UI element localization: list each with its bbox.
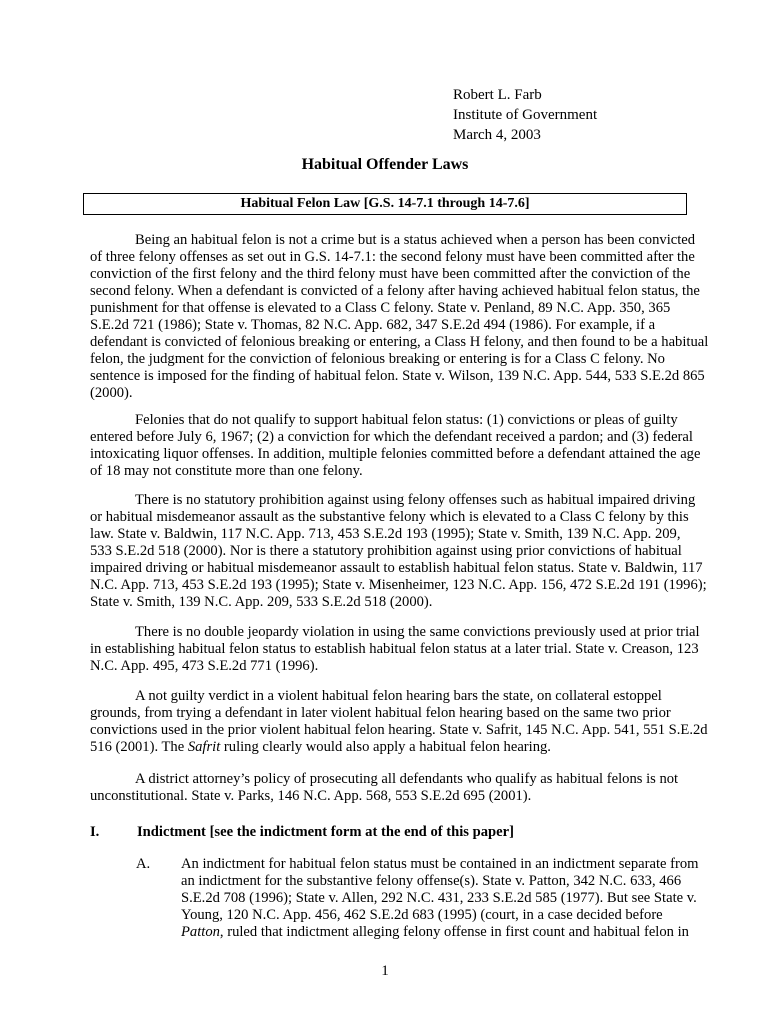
paragraph-line: second felony. When a defendant is convicted of a felony after having achieved habitual felon status, the <box>90 283 700 299</box>
author-name: Robert L. Farb <box>453 87 542 103</box>
paragraph-line: or habitual misdemeanor assault as the substantive felony which is elevated to a Class C felony by this <box>90 509 689 525</box>
paragraph-6 <box>90 771 682 805</box>
subsection-letter: A. <box>136 856 151 872</box>
paragraph-line: in establishing habitual felon status to establish habitual felon status at a later trial. State v. Creason, 123 <box>90 641 699 657</box>
paragraph-4 <box>90 624 700 675</box>
paragraph-line: punishment for that offense is elevated to a Class C felony. State v. Penland, 89 N.C. App. 350, 365 <box>90 300 671 316</box>
author-organization: Institute of Government <box>453 107 598 123</box>
paragraph-line: A district attorney’s policy of prosecuting all defendants who qualify as habitual felons is not <box>135 771 679 787</box>
paragraph-line: Felonies that do not qualify to support habitual felon status: (1) convictions or pleas of guilty <box>135 412 678 428</box>
paragraph-line: unconstitutional. State v. Parks, 146 N.C. App. 568, 553 S.E.2d 695 (2001). <box>90 788 532 804</box>
author-block <box>453 85 597 145</box>
subsection-line: Patton, ruled that indictment alleging felony offense in first count and habitual felon in <box>181 924 689 940</box>
paragraph-line: conviction of the first felony and the third felony must have been committed after the conviction of the <box>90 266 691 282</box>
paragraph-line: entered before July 6, 1967; (2) a conviction for which the defendant received a pardon; and (3) federal <box>90 429 693 445</box>
paragraph-line: (2000). <box>90 385 133 401</box>
subsection-line: Young, 120 N.C. App. 456, 462 S.E.2d 683 (1995) (court, in a case decided before <box>181 907 663 923</box>
paragraph-line: Being an habitual felon is not a crime but is a status achieved when a person has been convicted <box>135 232 696 248</box>
paragraph-line: of 18 may not constitute more than one felony. <box>90 463 363 479</box>
paragraph-line: intoxicating liquor offenses. In addition, multiple felonies committed before a defendant attained the age <box>90 446 701 462</box>
paragraph-line: impaired driving or habitual misdemeanor assault to establish habitual felon status. State v. Baldwin, 117 <box>90 560 703 576</box>
paragraph-line: N.C. App. 495, 473 S.E.2d 771 (1996). <box>90 658 319 674</box>
subsection-line: An indictment for habitual felon status must be contained in an indictment separate from <box>181 856 699 872</box>
paragraph-line: sentence is imposed for the finding of habitual felon. State v. Wilson, 139 N.C. App. 544, 533 S.E.2d 865 <box>90 368 705 384</box>
paragraph-1 <box>90 232 709 402</box>
paragraph-line: 533 S.E.2d 518 (2000). Nor is there a statutory prohibition against using prior convictions of habitual <box>90 543 682 559</box>
paragraph-line: of three felony offenses as set out in G.S. 14-7.1: the second felony must have been committed after the <box>90 249 695 265</box>
paragraph-line: A not guilty verdict in a violent habitual felon hearing bars the state, on collateral estoppel <box>135 688 662 704</box>
boxed-section-heading: Habitual Felon Law [G.S. 14-7.1 through 14-7.6] <box>83 193 687 215</box>
subsection-line: an indictment for the substantive felony offense(s). State v. Patton, 342 N.C. 633, 466 <box>181 873 682 889</box>
paragraph-line: State v. Smith, 139 N.C. App. 209, 533 S.E.2d 518 (2000). <box>90 594 433 610</box>
paragraph-3 <box>90 492 707 611</box>
author-date: March 4, 2003 <box>453 127 541 143</box>
paragraph-line: There is no double jeopardy violation in using the same convictions previously used at prior trial <box>135 624 700 640</box>
paragraph-line: S.E.2d 721 (1986); State v. Thomas, 82 N.C. App. 682, 347 S.E.2d 494 (1986). For example, if a <box>90 317 656 333</box>
section-number: I. <box>90 824 100 840</box>
paragraph-line: grounds, from trying a defendant in later violent habitual felon hearing based on the same two prior <box>90 705 671 721</box>
paragraph-line: N.C. App. 713, 453 S.E.2d 193 (1995); State v. Misenheimer, 123 N.C. App. 156, 472 S.E.2d 191 (1996); <box>90 577 707 593</box>
paragraph-2 <box>90 412 701 480</box>
paragraph-line: defendant is convicted of felonious breaking or entering, a Class H felony, and then found to be a habitual <box>90 334 709 350</box>
paragraph-line: convictions used in the prior violent habitual felon hearing. State v. Safrit, 145 N.C. App. 541, 551 S.E.2d <box>90 722 708 738</box>
page-number: 1 <box>381 963 389 979</box>
document-title: Habitual Offender Laws <box>301 156 469 173</box>
paragraph-line: felon, the judgment for the conviction of felonious breaking or entering is for a Class C felony. No <box>90 351 665 367</box>
paragraph-line: There is no statutory prohibition against using felony offenses such as habitual impaired driving <box>135 492 696 508</box>
section-title: Indictment [see the indictment form at the end of this paper] <box>137 824 514 840</box>
paragraph-line: 516 (2001). The Safrit ruling clearly would also apply a habitual felon hearing. <box>90 739 551 755</box>
subsection-line: S.E.2d 708 (1996); State v. Allen, 292 N.C. 431, 233 S.E.2d 585 (1977). But see State v. <box>181 890 697 906</box>
paragraph-line: law. State v. Baldwin, 117 N.C. App. 713, 453 S.E.2d 193 (1995); State v. Smith, 139 N.C. App. 209, <box>90 526 681 542</box>
paragraph-5 <box>90 688 708 756</box>
subsection-body <box>181 856 699 941</box>
